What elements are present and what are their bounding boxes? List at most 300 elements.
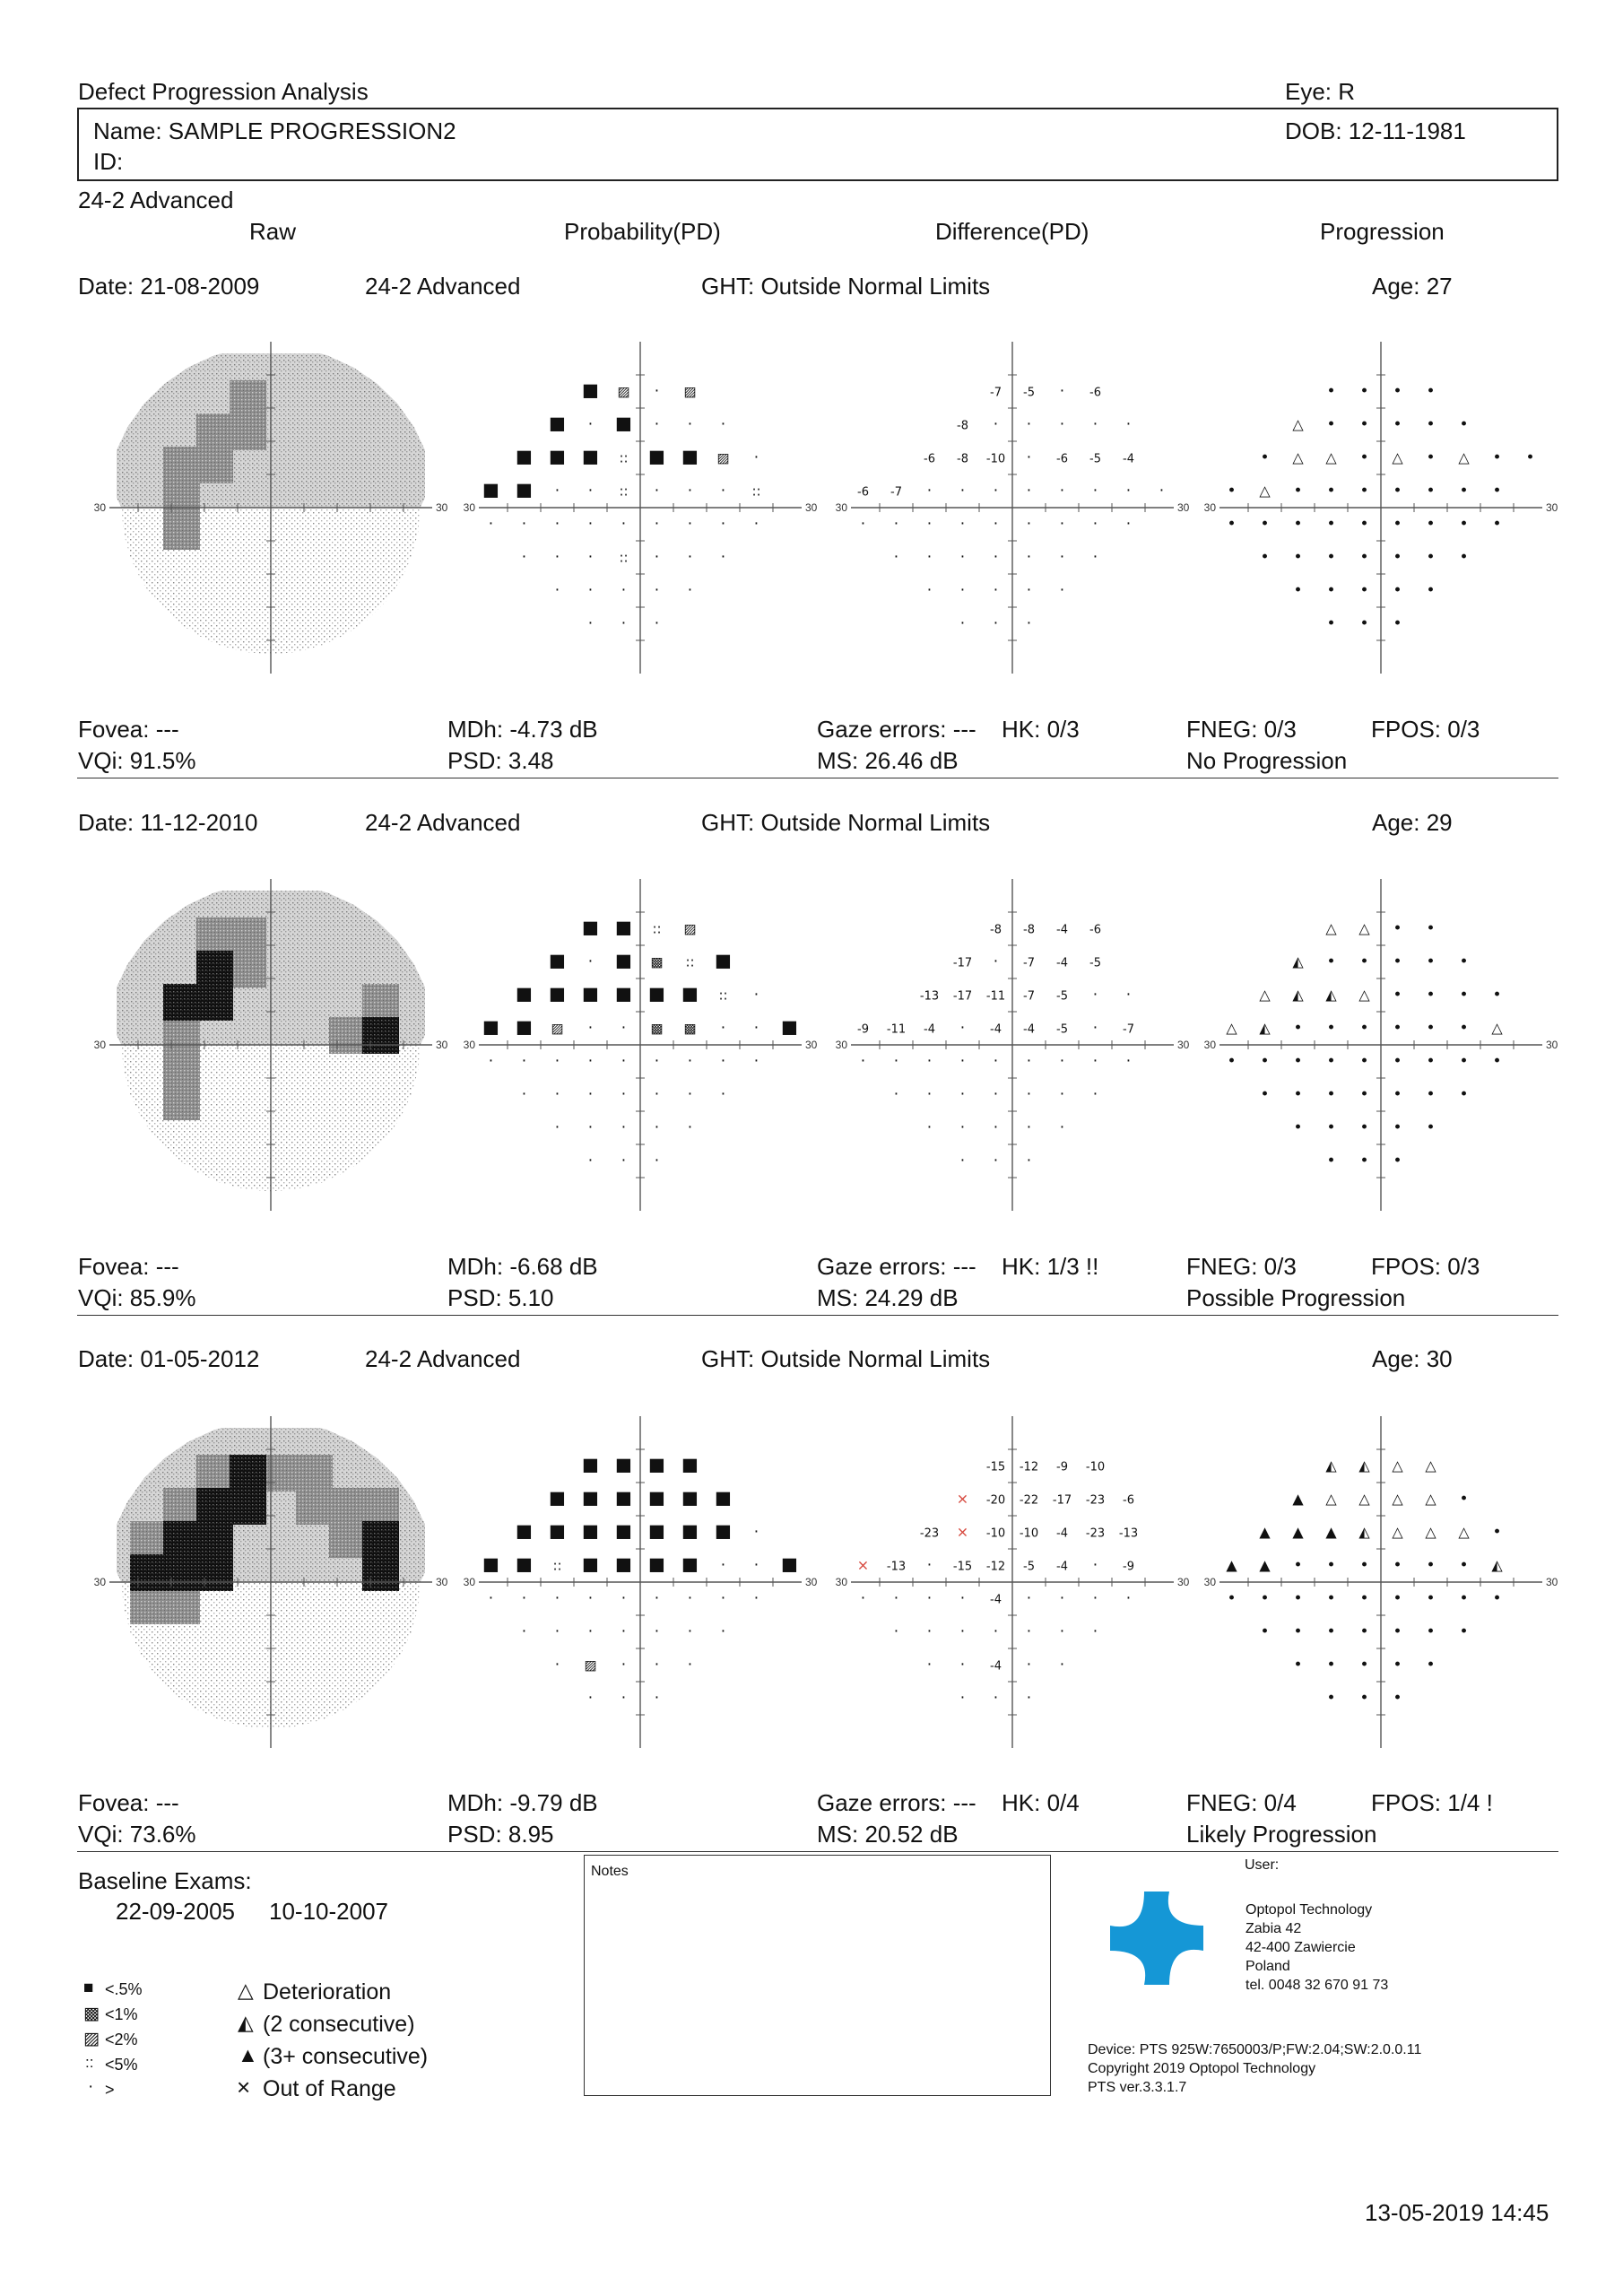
diff-cell: · <box>1026 1689 1032 1708</box>
prog-cell: • <box>1459 1085 1469 1104</box>
patient-dob: DOB: 12-11-1981 <box>1285 117 1466 144</box>
prob-cell: ■ <box>648 1486 665 1509</box>
diff-cell: -4 <box>990 1659 1002 1674</box>
diff-cell: -6 <box>1089 923 1101 937</box>
prob-cell: ■ <box>582 378 599 401</box>
notes-box[interactable] <box>584 1855 1051 2096</box>
diff-cell: -7 <box>890 485 902 500</box>
prob-cell: · <box>621 1152 627 1170</box>
prog-cell: • <box>1393 1589 1402 1608</box>
diff-cell: · <box>1092 482 1098 500</box>
diff-cell: -6 <box>1123 1493 1134 1508</box>
exam-date: Date: 01-05-2012 <box>78 1345 260 1372</box>
prog-cell: △ <box>1392 1457 1403 1474</box>
prob-cell: · <box>654 1589 660 1608</box>
prog-cell: • <box>1393 1556 1402 1575</box>
prob-cell: · <box>554 1118 560 1137</box>
software-version: PTS ver.3.3.1.7 <box>1088 2080 1187 2095</box>
psd-value: PSD: 5.10 <box>447 1284 554 1311</box>
diff-cell: · <box>1059 1656 1065 1674</box>
prog-cell: ▲ <box>1292 1490 1304 1508</box>
diff-cell: -13 <box>919 989 940 1004</box>
diff-cell: · <box>1159 482 1165 500</box>
prog-cell: • <box>1393 986 1402 1004</box>
prog-cell: • <box>1326 1085 1336 1104</box>
prog-cell: • <box>1260 548 1270 567</box>
diff-cell: -12 <box>1019 1460 1039 1474</box>
company-name: Optopol Technology <box>1245 1902 1373 1918</box>
device-info: Device: PTS 925W:7650003/P;FW:2.04;SW:2.0.0.11 <box>1088 2042 1422 2057</box>
prob-cell: · <box>654 548 660 567</box>
diff-cell: -5 <box>1089 956 1101 970</box>
legend-symbol: ▲ <box>238 2043 258 2066</box>
prog-cell: • <box>1426 986 1436 1004</box>
diff-cell: -10 <box>1085 1460 1106 1474</box>
diff-cell: · <box>1125 515 1132 534</box>
prob-cell: ■ <box>582 982 599 1004</box>
diff-cell: · <box>926 482 933 500</box>
prob-cell: ■ <box>582 916 599 938</box>
progression-plot <box>1184 1416 1578 1748</box>
prog-cell: • <box>1426 919 1436 938</box>
axis-label: 30 <box>436 1576 448 1588</box>
prob-cell: ■ <box>681 1486 699 1509</box>
fpos-value: FPOS: 0/3 <box>1371 716 1480 743</box>
diff-cell: · <box>993 1689 999 1708</box>
prog-cell: • <box>1459 515 1469 534</box>
legend-symbol: × <box>237 2074 251 2100</box>
mdh-value: MDh: -6.68 dB <box>447 1253 598 1280</box>
prob-cell: · <box>720 1622 726 1641</box>
axis-label: 30 <box>1546 501 1558 514</box>
company-street: Zabia 42 <box>1245 1921 1302 1936</box>
vqi-value: VQi: 91.5% <box>78 747 196 774</box>
prog-cell: • <box>1525 448 1535 467</box>
diff-cell: -4 <box>1056 1526 1068 1541</box>
probability-plot <box>443 342 838 674</box>
diff-cell: -6 <box>1089 386 1101 400</box>
baseline-label: Baseline Exams: <box>78 1867 252 1894</box>
diff-cell: -23 <box>1085 1526 1106 1541</box>
prog-cell: △ <box>1425 1490 1436 1508</box>
difference-plot <box>815 879 1210 1211</box>
prog-cell: • <box>1393 1052 1402 1071</box>
prog-cell: • <box>1326 1152 1336 1170</box>
prog-cell: ◭ <box>1325 1457 1337 1474</box>
diff-cell: · <box>893 1052 899 1071</box>
diff-cell: · <box>1026 1118 1032 1137</box>
axis-label: 30 <box>1177 1039 1190 1051</box>
prog-cell: • <box>1260 448 1270 467</box>
prob-cell: · <box>720 1589 726 1608</box>
prob-cell: ■ <box>615 916 632 938</box>
prob-cell: · <box>587 1589 594 1608</box>
diff-cell: · <box>959 1622 966 1641</box>
prob-cell: ■ <box>781 1552 798 1575</box>
prob-cell: :: <box>751 483 761 500</box>
prog-cell: △ <box>1259 482 1271 500</box>
difference-plot <box>815 1416 1210 1748</box>
prob-cell: · <box>753 1523 759 1542</box>
prog-cell: • <box>1492 1523 1502 1542</box>
prob-cell: ■ <box>615 1519 632 1542</box>
prog-cell: • <box>1426 1085 1436 1104</box>
prob-cell: · <box>654 415 660 434</box>
prob-cell: · <box>621 1689 627 1708</box>
ms-value: MS: 26.46 dB <box>817 747 959 774</box>
diff-cell: -4 <box>1056 1560 1068 1574</box>
diff-cell: -5 <box>1089 452 1101 466</box>
diff-cell: · <box>926 1085 933 1104</box>
exam-program: 24-2 Advanced <box>365 809 521 836</box>
prob-cell: · <box>521 1052 527 1071</box>
fneg-value: FNEG: 0/3 <box>1186 716 1297 743</box>
prog-cell: • <box>1492 1589 1502 1608</box>
prog-cell: ◭ <box>1259 1019 1271 1037</box>
fovea-value: Fovea: --- <box>78 716 179 743</box>
prog-cell: △ <box>1325 1490 1337 1508</box>
prog-cell: • <box>1293 1118 1303 1137</box>
prog-cell: • <box>1359 1689 1369 1708</box>
prog-cell: • <box>1426 1622 1436 1641</box>
prob-cell: · <box>687 1085 693 1104</box>
axis-label: 30 <box>93 1039 106 1051</box>
prog-cell: ▲ <box>1325 1523 1337 1541</box>
prog-cell: • <box>1426 1656 1436 1674</box>
prog-cell: • <box>1293 581 1303 600</box>
progression-plot <box>1184 879 1578 1211</box>
prob-cell: ■ <box>648 1453 665 1475</box>
diff-cell: -11 <box>985 989 1006 1004</box>
prob-cell: · <box>687 1622 693 1641</box>
prog-cell: • <box>1426 382 1436 401</box>
prob-cell: ■ <box>648 445 665 467</box>
diff-cell: · <box>893 1085 899 1104</box>
prog-cell: • <box>1326 614 1336 633</box>
diff-cell: -12 <box>985 1560 1006 1574</box>
prob-cell: ■ <box>516 1552 533 1575</box>
diff-cell: · <box>993 614 999 633</box>
baseline-date: 10-10-2007 <box>269 1898 388 1925</box>
prog-cell: • <box>1393 482 1402 500</box>
prob-cell: ■ <box>715 1486 732 1509</box>
diff-cell: -6 <box>1056 452 1068 466</box>
prob-cell: · <box>587 1019 594 1038</box>
prob-cell: ■ <box>482 478 499 500</box>
diff-cell: · <box>1026 1052 1032 1071</box>
prog-cell: • <box>1492 482 1502 500</box>
prob-cell: ■ <box>781 1015 798 1038</box>
prog-cell: • <box>1359 952 1369 971</box>
prob-cell: · <box>654 515 660 534</box>
prob-cell: ▨ <box>551 1020 564 1037</box>
axis-label: 30 <box>436 1039 448 1051</box>
prob-cell: · <box>720 1085 726 1104</box>
prog-cell: △ <box>1491 1019 1503 1037</box>
prog-cell: • <box>1492 986 1502 1004</box>
diff-cell: -4 <box>990 1593 1002 1607</box>
legend-label: <5% <box>105 2056 138 2074</box>
prob-cell: :: <box>619 549 629 566</box>
prob-cell: · <box>687 1052 693 1071</box>
prob-cell: ■ <box>482 1015 499 1038</box>
diff-cell: -6 <box>924 452 935 466</box>
prog-cell: • <box>1426 1118 1436 1137</box>
diff-cell: · <box>993 482 999 500</box>
prob-cell: · <box>554 581 560 600</box>
diff-cell: · <box>993 1152 999 1170</box>
prog-cell: ▲ <box>1259 1556 1271 1574</box>
diff-cell: · <box>1092 1085 1098 1104</box>
prog-cell: • <box>1459 1589 1469 1608</box>
prob-cell: · <box>687 515 693 534</box>
diff-cell: · <box>1092 1589 1098 1608</box>
prog-cell: • <box>1459 1622 1469 1641</box>
prog-cell: • <box>1459 1490 1469 1509</box>
progression-status: No Progression <box>1186 747 1348 774</box>
hk-value: HK: 0/4 <box>1002 1789 1080 1816</box>
prog-cell: ◭ <box>1325 986 1337 1004</box>
fneg-value: FNEG: 0/4 <box>1186 1789 1297 1816</box>
prob-cell: · <box>521 1622 527 1641</box>
prob-cell: ▨ <box>683 383 697 400</box>
legend-label: <.5% <box>105 1980 143 1998</box>
prob-cell: ■ <box>582 1519 599 1542</box>
patient-id: ID: <box>93 148 124 175</box>
prog-cell: △ <box>1458 1523 1470 1541</box>
legend-symbol: △ <box>238 1979 254 2002</box>
prob-cell: · <box>488 1052 494 1071</box>
progression-status: Likely Progression <box>1186 1821 1377 1848</box>
prob-cell: ■ <box>582 1552 599 1575</box>
prob-cell: · <box>654 382 660 401</box>
diff-cell: · <box>860 515 866 534</box>
diff-cell: -4 <box>1023 1022 1035 1037</box>
prog-cell: • <box>1260 1589 1270 1608</box>
prob-cell: · <box>720 1052 726 1071</box>
prob-cell: ■ <box>582 445 599 467</box>
prob-cell: · <box>687 482 693 500</box>
diff-cell: · <box>926 1589 933 1608</box>
prob-cell: ■ <box>516 445 533 467</box>
prob-cell: ■ <box>549 412 566 434</box>
axis-label: 30 <box>93 1576 106 1588</box>
prob-cell: ▨ <box>683 920 697 937</box>
hk-value: HK: 0/3 <box>1002 716 1080 743</box>
prob-cell: · <box>687 581 693 600</box>
diff-cell: · <box>1092 548 1098 567</box>
prob-cell: ▨ <box>617 383 630 400</box>
diff-cell: -5 <box>1023 1560 1035 1574</box>
prog-cell: • <box>1426 1019 1436 1038</box>
prog-cell: • <box>1326 382 1336 401</box>
prob-cell: · <box>554 1085 560 1104</box>
prob-cell: · <box>554 482 560 500</box>
diff-cell: -4 <box>1056 923 1068 937</box>
prog-cell: • <box>1359 1052 1369 1071</box>
prob-cell: · <box>720 482 726 500</box>
prob-cell: ■ <box>648 982 665 1004</box>
prog-cell: • <box>1227 1052 1237 1071</box>
gaze-errors-value: Gaze errors: --- <box>817 1789 976 1816</box>
diff-cell: -13 <box>1118 1526 1139 1541</box>
prog-cell: • <box>1227 515 1237 534</box>
diff-cell: · <box>959 1052 966 1071</box>
mdh-value: MDh: -9.79 dB <box>447 1789 598 1816</box>
diff-cell: · <box>1059 581 1065 600</box>
fneg-value: FNEG: 0/3 <box>1186 1253 1297 1280</box>
column-header-difference: Difference(PD) <box>935 218 1089 245</box>
prog-cell: • <box>1326 482 1336 500</box>
diff-cell: -9 <box>1123 1560 1134 1574</box>
legend-label: Out of Range <box>263 2076 396 2101</box>
prob-cell: · <box>753 1589 759 1608</box>
prog-cell: • <box>1393 515 1402 534</box>
diff-cell: -15 <box>952 1560 973 1574</box>
prog-cell: • <box>1426 415 1436 434</box>
axis-label: 30 <box>805 501 818 514</box>
prob-cell: · <box>621 1656 627 1674</box>
prog-cell: • <box>1293 1622 1303 1641</box>
prob-cell: · <box>654 1118 660 1137</box>
prob-cell: ■ <box>681 1552 699 1575</box>
axis-label: 30 <box>1203 1576 1216 1588</box>
prob-cell: · <box>587 952 594 971</box>
prob-cell: · <box>554 1589 560 1608</box>
diff-cell: · <box>993 952 999 971</box>
prob-cell: ■ <box>549 982 566 1004</box>
prog-cell: • <box>1393 1019 1402 1038</box>
prog-cell: • <box>1359 1589 1369 1608</box>
diff-cell: · <box>993 415 999 434</box>
legend-symbol: ■ <box>83 1979 94 1997</box>
axis-label: 30 <box>1177 501 1190 514</box>
prob-cell: · <box>687 1589 693 1608</box>
diff-cell: · <box>926 548 933 567</box>
prob-cell: ■ <box>549 1486 566 1509</box>
diff-cell: · <box>993 1622 999 1641</box>
prog-cell: • <box>1326 1622 1336 1641</box>
prob-cell: · <box>587 1689 594 1708</box>
prob-cell: · <box>554 1052 560 1071</box>
diff-cell: -7 <box>990 386 1002 400</box>
diff-cell: -5 <box>1056 989 1068 1004</box>
diff-cell: · <box>1026 448 1032 467</box>
prog-cell: • <box>1359 448 1369 467</box>
prog-cell: • <box>1459 415 1469 434</box>
prog-cell: • <box>1326 515 1336 534</box>
exam-program: 24-2 Advanced <box>365 273 521 300</box>
progression-status: Possible Progression <box>1186 1284 1406 1311</box>
difference-plot <box>815 342 1210 674</box>
prob-cell: :: <box>685 953 695 970</box>
prog-cell: • <box>1393 1689 1402 1708</box>
diff-cell: · <box>1059 548 1065 567</box>
prob-cell: · <box>587 1052 594 1071</box>
diff-cell: · <box>860 1589 866 1608</box>
prog-cell: • <box>1393 952 1402 971</box>
legend-symbol: :: <box>85 2054 94 2071</box>
diff-cell: · <box>926 1656 933 1674</box>
diff-cell: · <box>1026 581 1032 600</box>
prog-cell: △ <box>1358 986 1370 1004</box>
prob-cell: ■ <box>681 1519 699 1542</box>
diff-cell: · <box>959 1689 966 1708</box>
prog-cell: • <box>1293 1556 1303 1575</box>
prob-cell: · <box>654 1152 660 1170</box>
prog-cell: ◭ <box>1358 1523 1370 1541</box>
prob-cell: · <box>753 986 759 1004</box>
prob-cell: · <box>587 415 594 434</box>
prob-cell: · <box>521 515 527 534</box>
prob-cell: ■ <box>582 1486 599 1509</box>
diff-cell: · <box>993 1052 999 1071</box>
diff-cell: -4 <box>990 1022 1002 1037</box>
diff-cell: · <box>1125 1589 1132 1608</box>
prob-cell: · <box>753 1052 759 1071</box>
prog-cell: • <box>1426 1589 1436 1608</box>
prog-cell: △ <box>1392 1490 1403 1508</box>
prob-cell: · <box>621 1118 627 1137</box>
prob-cell: ■ <box>615 1486 632 1509</box>
prog-cell: • <box>1293 1589 1303 1608</box>
diff-cell: · <box>926 581 933 600</box>
user-label: User: <box>1245 1857 1280 1873</box>
legend-label: (3+ consecutive) <box>263 2044 429 2069</box>
prog-cell: • <box>1393 1118 1402 1137</box>
prob-cell: · <box>720 548 726 567</box>
diff-cell: · <box>860 1052 866 1071</box>
prob-cell: · <box>753 515 759 534</box>
prog-cell: △ <box>1392 1523 1403 1541</box>
prog-cell: • <box>1393 1622 1402 1641</box>
probability-plot <box>443 879 838 1211</box>
prob-cell: · <box>587 581 594 600</box>
exam-age: Age: 27 <box>1372 273 1453 300</box>
prog-cell: • <box>1393 581 1402 600</box>
diff-cell: -8 <box>957 452 968 466</box>
diff-cell: -5 <box>1056 1022 1068 1037</box>
fpos-value: FPOS: 1/4 ! <box>1371 1789 1493 1816</box>
diff-cell: · <box>926 1622 933 1641</box>
prog-cell: • <box>1393 382 1402 401</box>
diff-cell: · <box>1092 515 1098 534</box>
exam-ght: GHT: Outside Normal Limits <box>701 273 991 300</box>
prog-cell: • <box>1393 415 1402 434</box>
prog-cell: • <box>1293 1656 1303 1674</box>
diff-cell: -10 <box>1019 1526 1039 1541</box>
diff-cell: -8 <box>957 419 968 433</box>
prog-cell: • <box>1293 548 1303 567</box>
prog-cell: • <box>1359 382 1369 401</box>
prog-cell: • <box>1426 952 1436 971</box>
prob-cell: ▨ <box>716 449 730 466</box>
prog-cell: • <box>1293 482 1303 500</box>
diff-cell: · <box>926 1118 933 1137</box>
prob-cell: ■ <box>615 1552 632 1575</box>
prob-cell: :: <box>619 449 629 466</box>
prog-cell: • <box>1293 1085 1303 1104</box>
fovea-value: Fovea: --- <box>78 1253 179 1280</box>
prob-cell: · <box>521 548 527 567</box>
prob-cell: · <box>753 448 759 467</box>
prog-cell: • <box>1426 548 1436 567</box>
prog-cell: △ <box>1259 986 1271 1004</box>
prog-cell: • <box>1359 1556 1369 1575</box>
prog-cell: • <box>1393 1085 1402 1104</box>
exam-program: 24-2 Advanced <box>365 1345 521 1372</box>
diff-cell: -15 <box>985 1460 1006 1474</box>
